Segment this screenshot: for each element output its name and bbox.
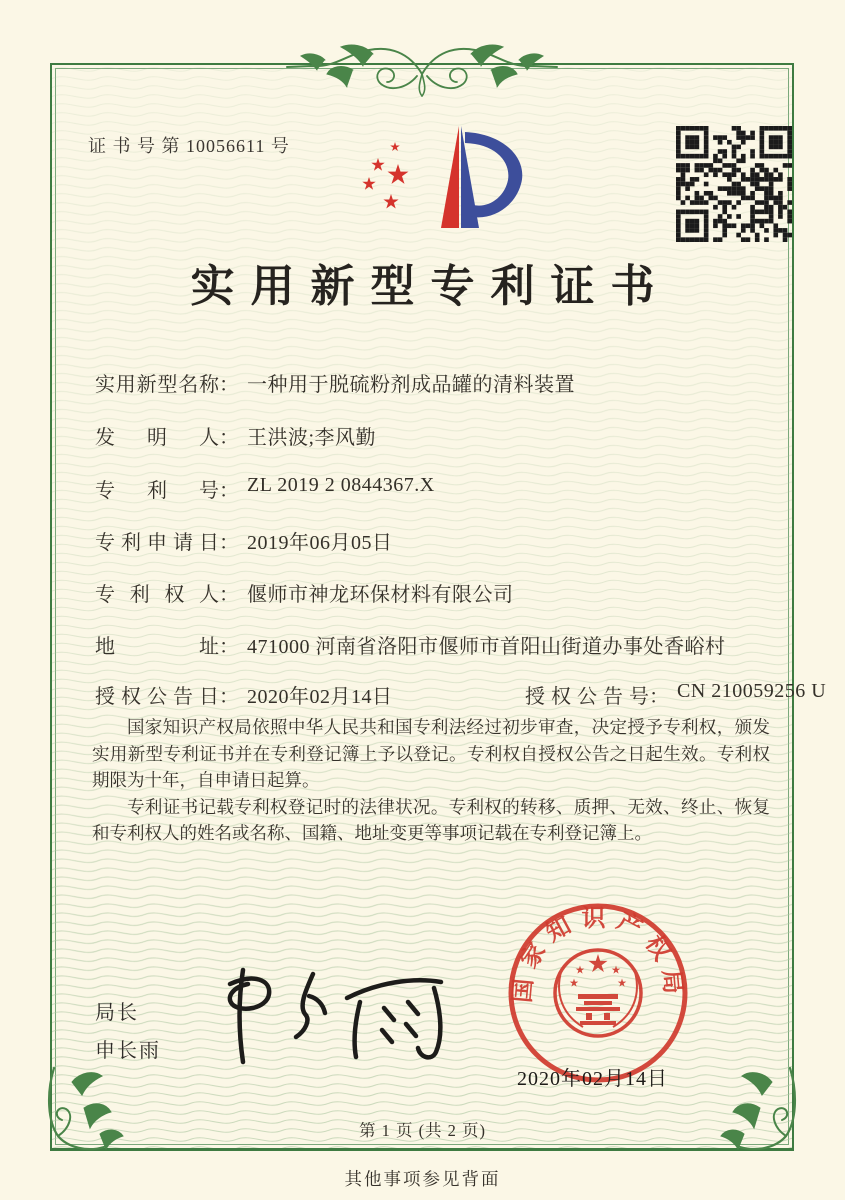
field-row-address [95,630,726,659]
qr-code [676,126,792,242]
field-row-inventors [95,421,376,450]
top-scroll-ornament-icon [285,40,559,98]
legal-paragraph-1: 国家知识产权局依照中华人民共和国专利法经过初步审查，决定授予专利权，颁发实用新型专利证书并在专利登记簿上予以登记。专利权自授权公告之日起生效。专利权期限为十年，自申请日起算。 [92,717,770,790]
field-value: ZL 2019 2 0844367.X [247,474,435,496]
field-value: CN 210059256 U [677,680,827,702]
seal-date: 2020年02月14日 [517,1068,668,1090]
cnipa-patent-logo-icon [338,122,533,244]
field-label: 地址 [95,636,219,658]
certificate-title: 实用新型专利证书 [190,262,671,311]
director-name: 申长雨 [95,1040,161,1062]
seal-text: 国家知识产权局 [509,906,687,1004]
legal-text-block [92,714,770,847]
field-value: 2020年02月14日 [247,686,393,708]
field-value: 一种用于脱硫粉剂成品罐的清料装置 [247,374,575,396]
field-colon: ： [219,636,239,658]
field-value: 偃师市神龙环保材料有限公司 [247,584,514,606]
field-row-patentee [95,578,514,607]
field-value: 471000 河南省洛阳市偃师市首阳山街道办事处香峪村 [247,636,726,658]
director-signature [212,956,467,1066]
field-row-utility-name [95,368,575,397]
field-label: 授权公告号 [525,686,649,708]
field-row-filing-date [95,526,393,555]
page-number: 第 1 页 (共 2 页) [358,1121,487,1140]
field-label: 实用新型名称 [95,374,219,396]
field-label: 专利号 [95,480,219,502]
certificate-number: 证 书 号 第 10056611 号 [88,136,290,156]
field-value: 王洪波;李风勤 [247,427,377,449]
legal-paragraph-2: 专利证书记载专利权登记时的法律状况。专利权的转移、质押、无效、终止、恢复和专利权人的姓名或名称、国籍、地址变更等事项记载在专利登记簿上。 [92,796,770,843]
field-colon: ： [219,480,239,502]
field-colon: ： [649,686,669,708]
field-value: 2019年06月05日 [247,532,393,554]
official-seal [505,900,691,1086]
national-emblem-icon [555,950,641,1036]
field-label: 专利申请日 [95,532,219,554]
field-row-patent-number [95,474,435,503]
field-colon: ： [219,686,239,708]
field-row-grant [95,680,827,709]
field-label: 发明人 [95,427,219,449]
field-label: 专利权人 [95,584,219,606]
director-title: 局长 [95,1002,139,1024]
field-colon: ： [219,374,239,396]
field-pair-grant-number [525,680,826,709]
field-colon: ： [219,584,239,606]
field-colon: ： [219,427,239,449]
back-side-note: 其他事项参见背面 [344,1169,501,1189]
field-colon: ： [219,532,239,554]
field-label: 授权公告日 [95,686,219,708]
